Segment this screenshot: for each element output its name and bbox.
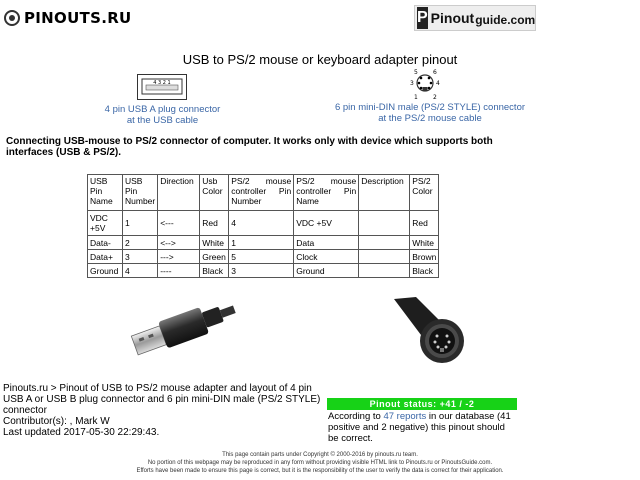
table-header-cell: PS/2 mouse controller Pin Name: [294, 175, 359, 211]
table-header-cell: Direction: [158, 175, 200, 211]
table-cell: [359, 264, 410, 278]
din-pin-label: 5: [414, 69, 418, 76]
table-cell: VDC +5V: [294, 211, 359, 236]
footer-notice: No portion of this webpage may be reproduced in any form without providing visible HTML link to Pinouts.ru or PinoutsGuide.com.: [147, 460, 493, 466]
table-header-cell: PS/2 Color: [410, 175, 439, 211]
table-cell: Black: [410, 264, 439, 278]
table-cell: Green: [200, 250, 229, 264]
table-cell: Data-: [88, 236, 123, 250]
table-cell: Red: [200, 211, 229, 236]
usb-caption-line1: 4 pin USB A plug connector: [104, 104, 221, 115]
table-cell: 5: [229, 250, 294, 264]
pinout-status-bar: Pinout status: +41 / -2: [327, 398, 517, 410]
table-header-row: [88, 175, 439, 211]
table-cell: 2: [123, 236, 158, 250]
table-cell: [359, 250, 410, 264]
usb-connector-caption: [80, 104, 245, 126]
ps2-plug-photo-icon: [386, 295, 470, 367]
page-info: [3, 383, 328, 438]
table-cell: White: [200, 236, 229, 250]
table-cell: Data: [294, 236, 359, 250]
table-header-cell: Usb Color: [200, 175, 229, 211]
table-cell: 4: [123, 264, 158, 278]
table-cell: Ground: [294, 264, 359, 278]
table-cell: 3: [123, 250, 158, 264]
din-pin-label: 1: [414, 94, 418, 101]
page-title: USB to PS/2 mouse or keyboard adapter pinout: [182, 52, 458, 67]
table-cell: VDC +5V: [88, 211, 123, 236]
table-header-cell: Description: [359, 175, 410, 211]
din-pin-label: 4: [436, 80, 440, 87]
table-header-cell: PS/2 mouse controller Pin Number: [229, 175, 294, 211]
table-cell: Clock: [294, 250, 359, 264]
table-cell: <-->: [158, 236, 200, 250]
table-row: [88, 264, 439, 278]
table-cell: <---: [158, 211, 200, 236]
table-header-cell: USB Pin Number: [123, 175, 158, 211]
table-cell: Ground: [88, 264, 123, 278]
din-caption-line1: 6 pin mini-DIN male (PS/2 STYLE) connector: [334, 102, 526, 113]
table-cell: 3: [229, 264, 294, 278]
table-cell: --->: [158, 250, 200, 264]
pinouts-logo[interactable]: [4, 7, 132, 29]
usb-caption-line2: at the USB cable: [126, 115, 199, 126]
footer: [0, 451, 640, 475]
status-text-before: According to: [328, 411, 384, 422]
pinouts-logo-text: PINOUTS.RU: [24, 9, 132, 27]
contributors: Contributor(s): , Mark W: [3, 416, 110, 427]
usb-pin-labels: 4 3 2 1: [153, 80, 171, 86]
table-row: [88, 236, 439, 250]
table-cell: 4: [229, 211, 294, 236]
din-caption-line2: at the PS/2 mouse cable: [378, 113, 482, 124]
din-pin-label: 6: [433, 69, 437, 76]
mini-din-connector-icon: [400, 67, 450, 103]
footer-disclaimer: Efforts have been made to ensure this page is correct, but it is the responsibility of the user to verify the data is correct for their application.: [136, 468, 504, 474]
din-connector-caption: [330, 102, 530, 124]
table-cell: Data+: [88, 250, 123, 264]
pinoutguide-logo-word1: Pinout: [430, 10, 475, 26]
status-text-after: in our database (41 positive and 2 negative) this pinout should be correct.: [328, 411, 511, 444]
table-cell: Red: [410, 211, 439, 236]
usb-a-connector-icon: [137, 74, 187, 100]
din-pin-label: 2: [433, 94, 437, 101]
table-row: [88, 250, 439, 264]
intro-text: Connecting USB-mouse to PS/2 connector of computer. It works only with device which supports both interfaces (USB & PS/2).: [6, 136, 493, 158]
din-pin-label: 3: [410, 80, 414, 87]
table-cell: Black: [200, 264, 229, 278]
table-cell: [359, 236, 410, 250]
pinoutguide-logo[interactable]: [414, 5, 536, 31]
table-row: [88, 211, 439, 236]
table-header-cell: USB Pin Name: [88, 175, 123, 211]
table-cell: White: [410, 236, 439, 250]
reports-link[interactable]: 47 reports: [383, 411, 427, 422]
pinoutguide-logo-word2: guide.com: [475, 12, 536, 27]
pinoutguide-logo-icon: P: [417, 7, 428, 29]
pinout-status-text: [328, 411, 518, 444]
footer-copyright: This page contain parts under Copyright © 2000-2016 by pinouts.ru team.: [222, 452, 418, 458]
table-cell: 1: [123, 211, 158, 236]
table-cell: Brown: [410, 250, 439, 264]
table-cell: ----: [158, 264, 200, 278]
breadcrumb[interactable]: Pinouts.ru > Pinout of USB to PS/2 mouse adapter and layout of 4 pin USB A or USB B plug connector and 6 pin mini-DIN male (PS/2 STYLE) connector: [3, 383, 321, 416]
pinout-table: [87, 174, 439, 278]
table-cell: 1: [229, 236, 294, 250]
last-updated: Last updated 2017-05-30 22:29:43.: [3, 427, 160, 438]
table-cell: [359, 211, 410, 236]
usb-plug-photo-icon: [128, 298, 238, 360]
pinouts-logo-icon: [4, 10, 20, 26]
